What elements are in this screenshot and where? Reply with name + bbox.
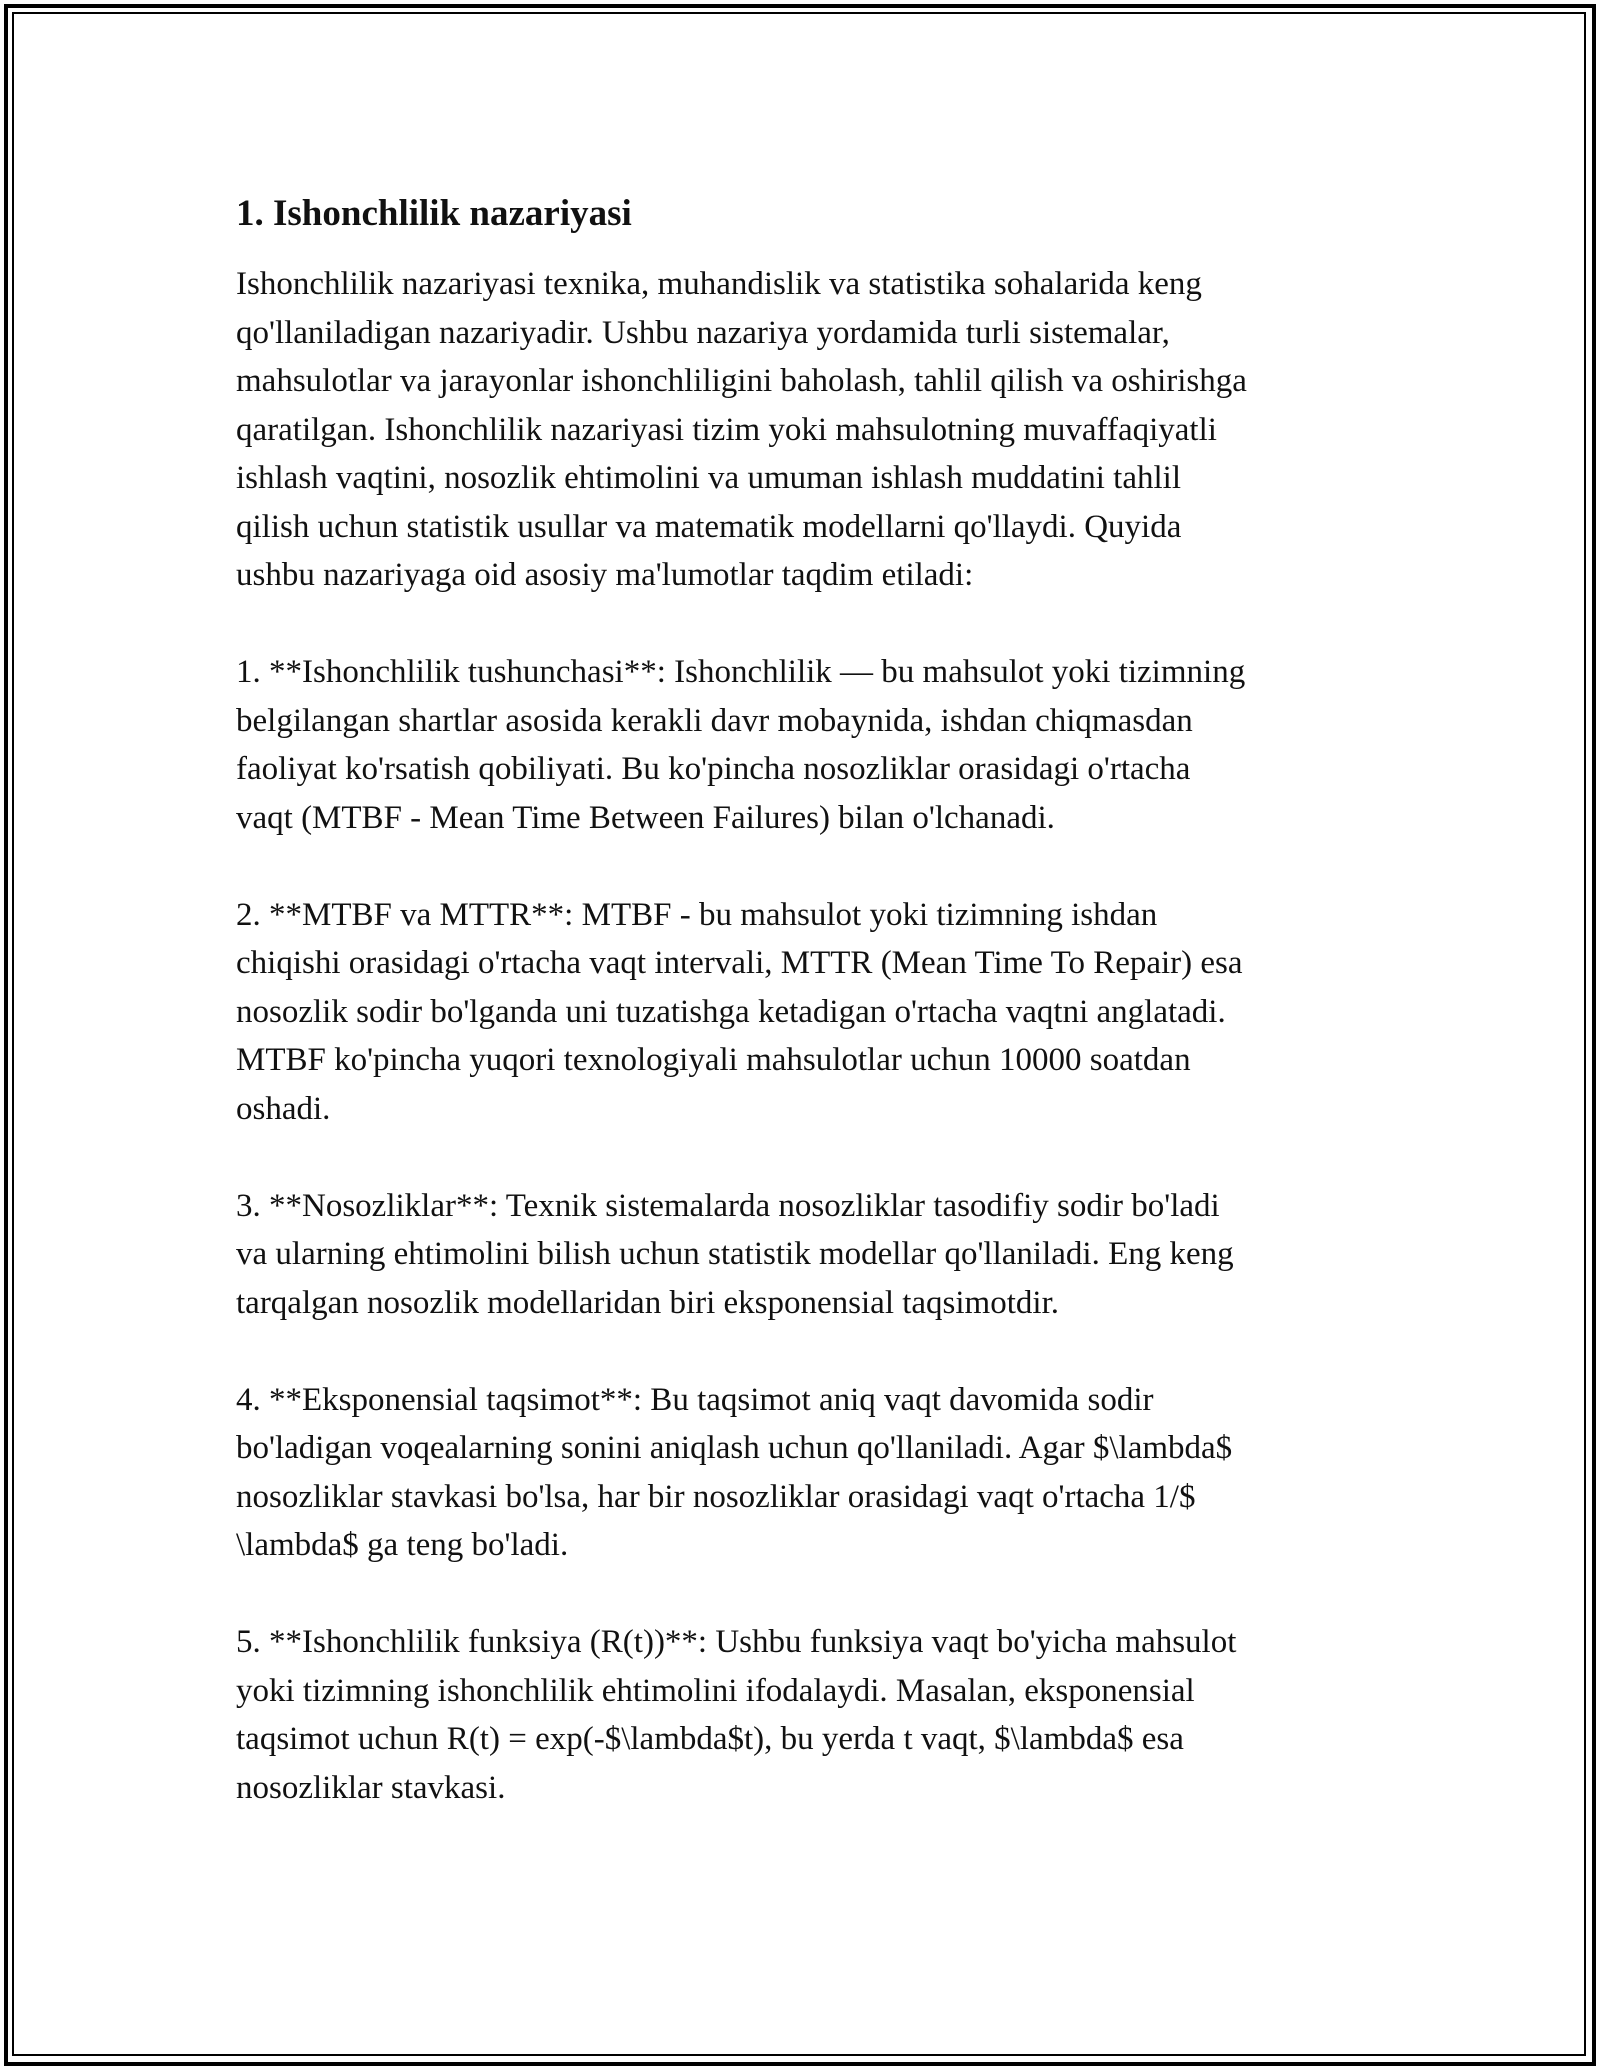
list-item-2-paragraph: 2. **MTBF va MTTR**: MTBF - bu mahsulot yoki tizimning ishdan chiqishi orasidagi o'rtacha vaqt intervali, MTTR (Mean Time To Repair) esa nosozlik sodir bo'lganda uni tuzatishga ketadigan o'rtacha vaqtni anglatadi. MTBF ko'pincha yuqori texnologiyali mahsulotlar uchun 10000 soatdan oshadi. xyxy=(236,896,1243,1127)
intro-paragraph: Ishonchlilik nazariyasi texnika, muhandislik va statistika sohalarida keng qo'llaniladigan nazariyadir. Ushbu nazariya yordamida turli sistemalar, mahsulotlar va jarayonlar ishonchliligini baholash, tahlil qilish va oshirishga qaratilgan. Ishonchlilik nazariyasi tizim yoki mahsulotning muvaffaqiyatli ishlash vaqtini, nosozlik ehtimolini va umuman ishlash muddatini tahlil qilish uchun statistik usullar va matematik modellarni qo'llaydi. Quyida ushbu nazariyaga oid asosiy ma'lumotlar taqdim etiladi: xyxy=(236,266,1247,593)
document-title: 1. Ishonchlilik nazariyasi xyxy=(236,193,632,234)
list-item-1-paragraph: 1. **Ishonchlilik tushunchasi**: Ishonchlilik — bu mahsulot yoki tizimning belgilangan shartlar asosida kerakli davr mobaynida, ishdan chiqmasdan faoliyat ko'rsatish qobiliyati. Bu ko'pincha nosozliklar orasidagi o'rtacha vaqt (MTBF - Mean Time Between Failures) bilan o'lchanadi. xyxy=(236,654,1246,836)
list-item-5-paragraph: 5. **Ishonchlilik funksiya (R(t))**: Ushbu funksiya vaqt bo'yicha mahsulot yoki tizimning ishonchlilik ehtimolini ifodalaydi. Masalan, eksponensial taqsimot uchun R(t) = exp(-$\lambda$t), bu yerda t vaqt, $\lambda$ esa nosozliklar stavkasi. xyxy=(236,1624,1237,1806)
list-item-3-paragraph: 3. **Nosozliklar**: Texnik sistemalarda nosozliklar tasodifiy sodir bo'ladi va ularning ehtimolini bilish uchun statistik modellar qo'llaniladi. Eng keng tarqalgan nosozlik modellaridan biri eksponensial taqsimotdir. xyxy=(236,1187,1234,1321)
document-body xyxy=(236,190,1366,1861)
list-item-4-paragraph: 4. **Eksponensial taqsimot**: Bu taqsimot aniq vaqt davomida sodir bo'ladigan voqealarning sonini aniqlash uchun qo'llaniladi. Agar $\lambda$ nosozliklar stavkasi bo'lsa, har bir nosozliklar orasidagi vaqt o'rtacha 1/$ \lambda$ ga teng bo'ladi. xyxy=(236,1381,1233,1563)
